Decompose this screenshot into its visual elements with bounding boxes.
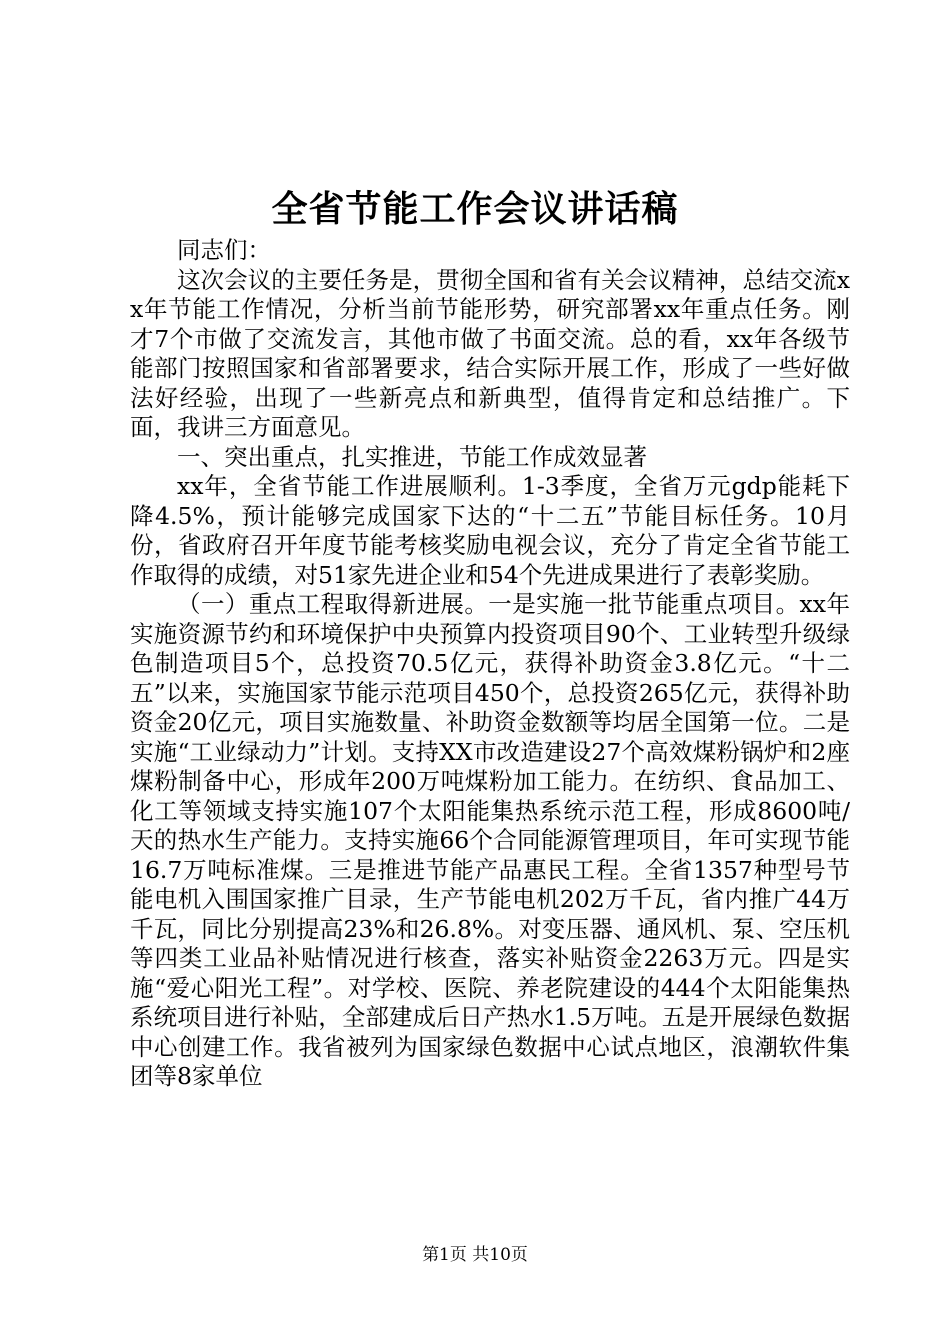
page-footer: 第1页 共10页 (422, 1245, 528, 1265)
salutation: 同志们： (177, 236, 271, 264)
document-body (130, 236, 850, 1092)
paragraph-overview: xx年，全省节能工作进展顺利。1-3季度，全省万元gdp能耗下降4.5%，预计能够完成国家下达的“十二五”节能目标任务。10月份，省政府召开年度节能考核奖励电视会议，充分了肯定全省节能工作取得的成绩，对51家先进企业和54个先进成果进行了表彰奖励。 (130, 472, 850, 589)
document-title: 全省节能工作会议讲话稿 (271, 188, 679, 230)
section-heading-1: 一、突出重点，扎实推进，节能工作成效显著 (177, 442, 647, 471)
paragraph-key-projects: （一）重点工程取得新进展。一是实施一批节能重点项目。xx年实施资源节约和环境保护中央预算内投资项目90个、工业转型升级绿色制造项目5个，总投资70.5亿元，获得补助资金3.8亿元。“十二五”以来，实施国家节能示范项目450个，总投资265亿元，获得补助资金20亿元，项目实施数量、补助资金数额等均居全国第一位。二是实施“工业绿动力”计划。支持XX市改造建设27个高效煤粉锅炉和2座煤粉制备中心，形成年200万吨煤粉加工能力。在纺织、食品加工、化工等领域支持实施107个太阳能集热系统示范工程，形成8600吨/天的热水生产能力。支持实施66个合同能源管理项目，年可实现节能16.7万吨标准煤。三是推进节能产品惠民工程。全省1357种型号节能电机入围国家推广目录，生产节能电机202万千瓦，省内推广44万千瓦，同比分别提高23%和26.8%。对变压器、通风机、泵、空压机等四类工业品补贴情况进行核查，落实补贴资金2263万元。四是实施“爱心阳光工程”。对学校、医院、养老院建设的444个太阳能集热系统项目进行补贴，全部建成后日产热水1.5万吨。五是开展绿色数据中心创建工作。我省被列为国家绿色数据中心试点地区，浪潮软件集团等8家单位 (130, 590, 850, 1090)
paragraph-intro: 这次会议的主要任务是，贯彻全国和省有关会议精神，总结交流xx年节能工作情况，分析当前节能形势，研究部署xx年重点任务。刚才7个市做了交流发言，其他市做了书面交流。总的看，xx年各级节能部门按照国家和省部署要求，结合实际开展工作，形成了一些好做法好经验，出现了一些新亮点和新典型，值得肯定和总结推广。下面，我讲三方面意见。 (130, 265, 850, 441)
